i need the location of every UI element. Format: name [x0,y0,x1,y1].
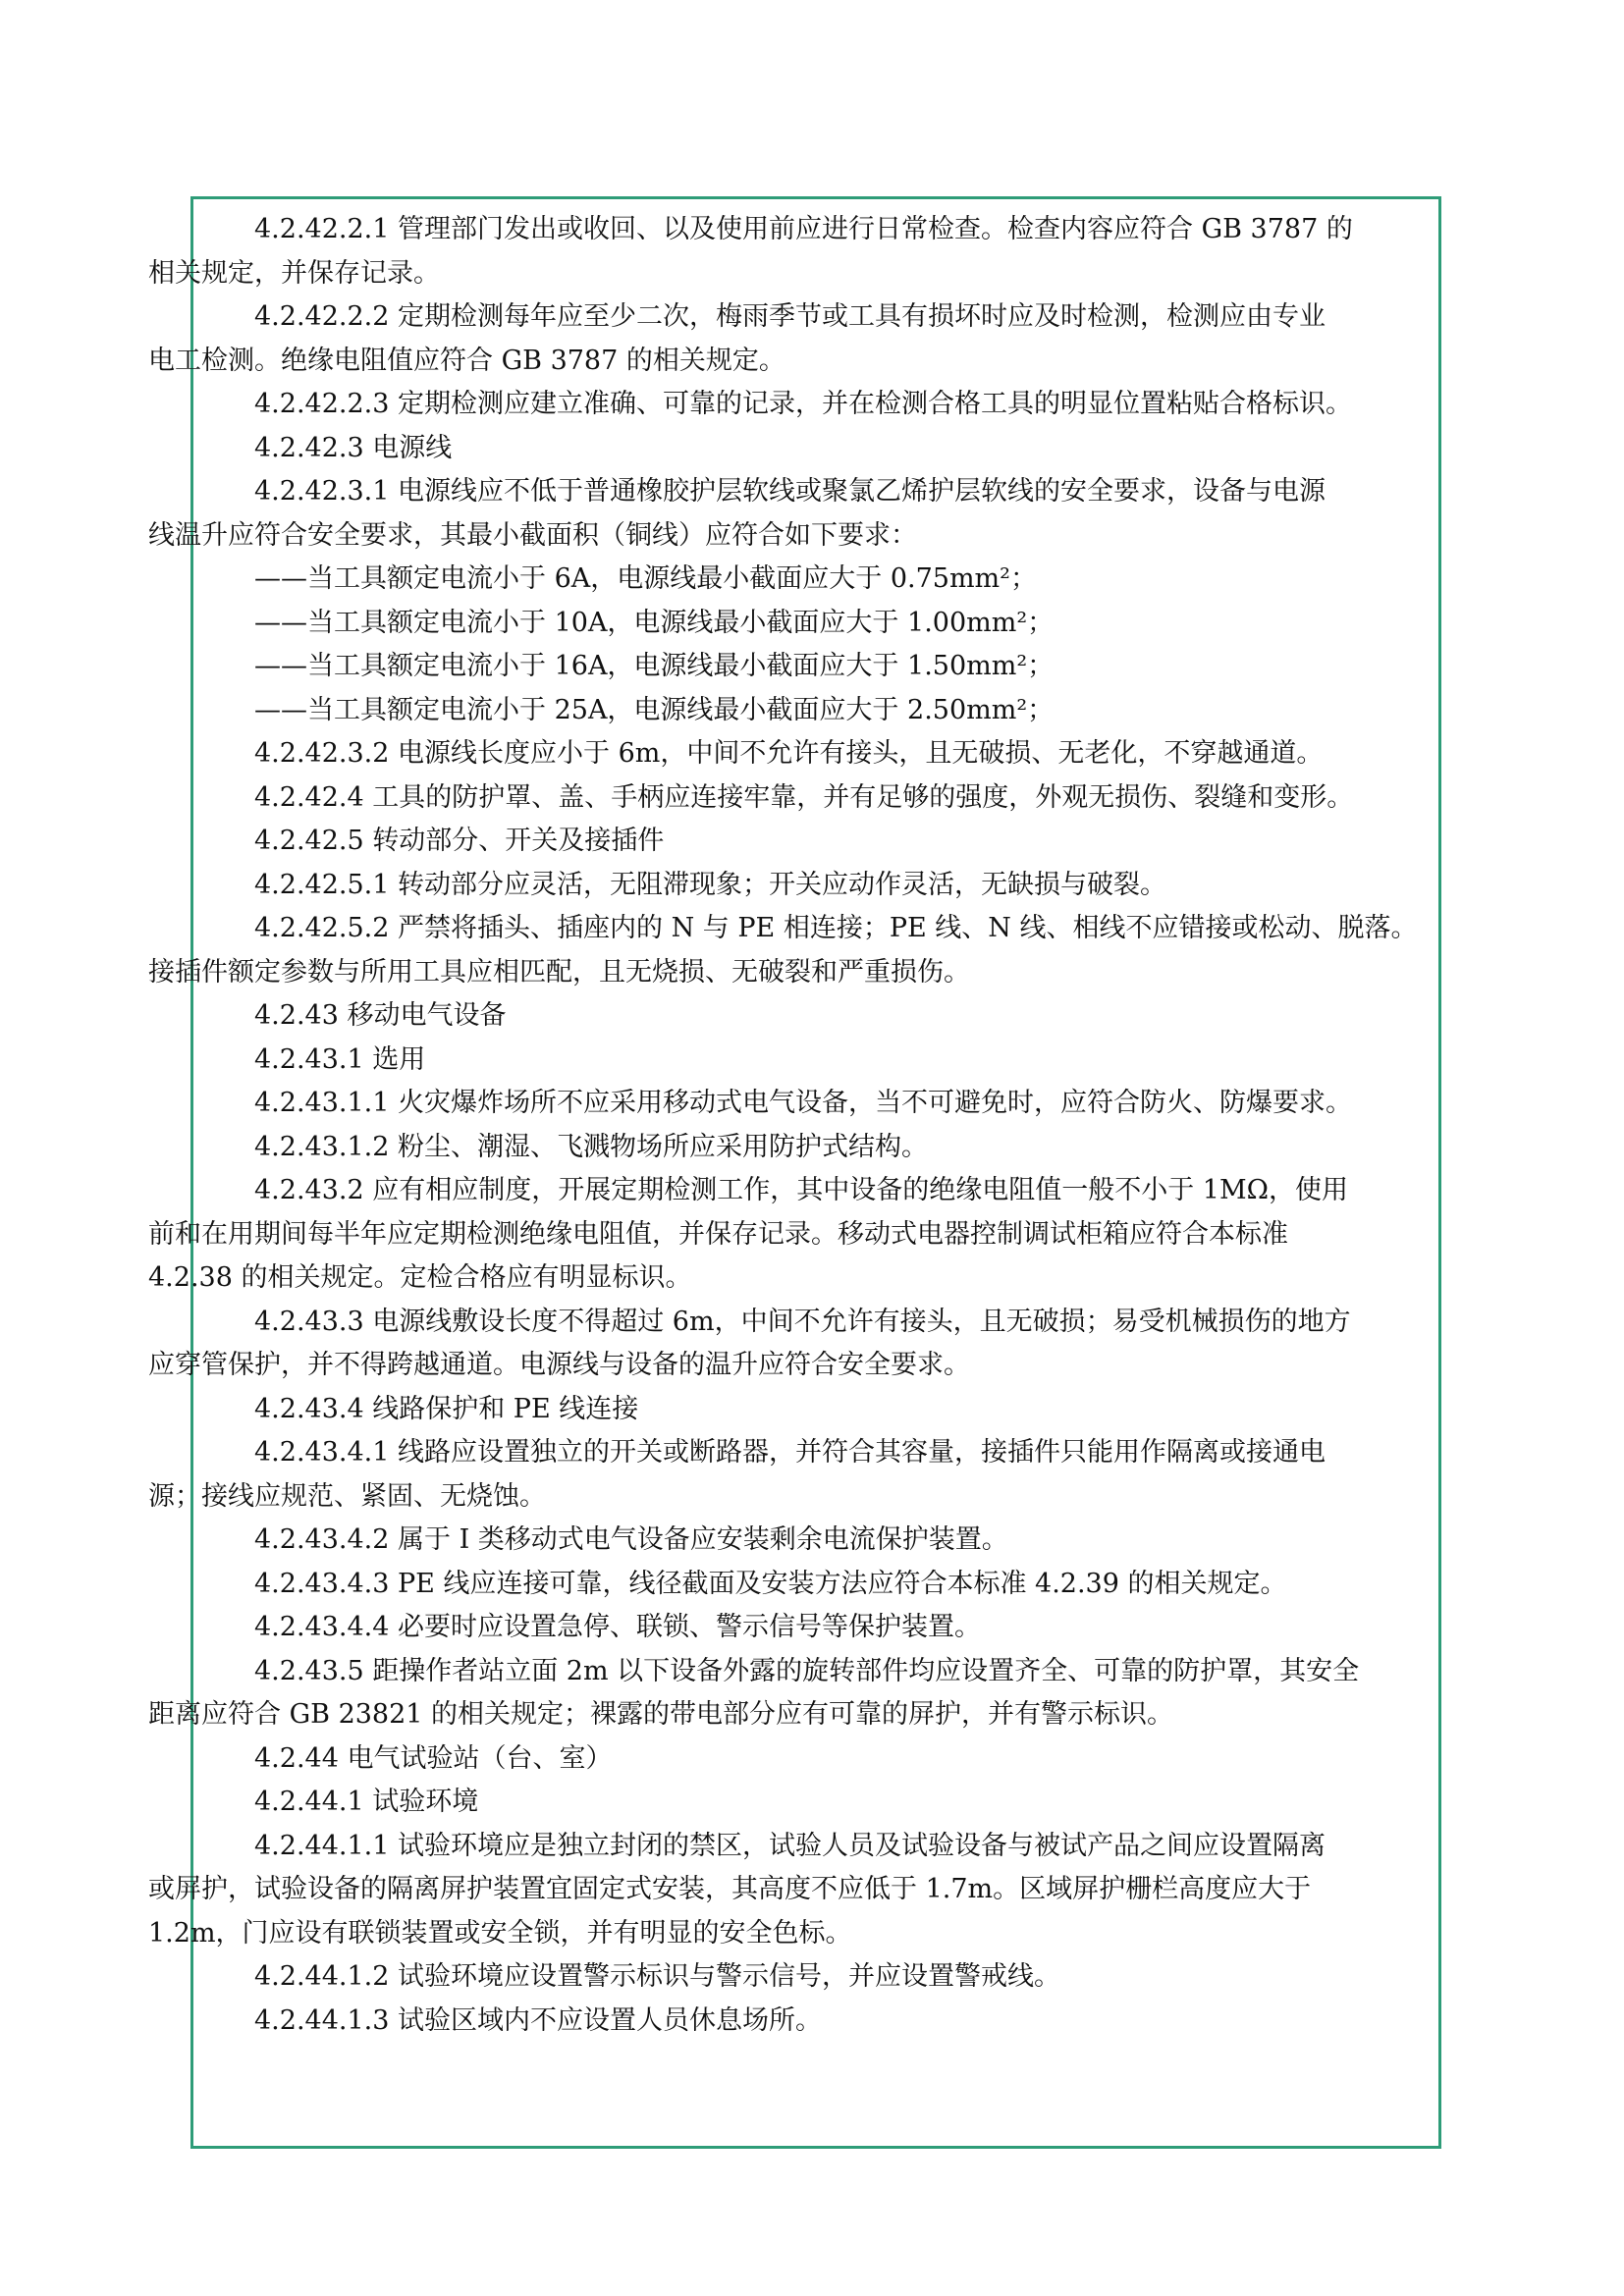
text-line: 4.2.44.1.3 试验区域内不应设置人员休息场所。 [254,2004,822,2036]
paragraph [201,558,1434,602]
text-line: 前和在用期间每半年应定期检测绝缘电阻值，并保存记录。移动式电器控制调试柜箱应符合本标准 [148,1218,1288,1250]
paragraph [201,864,1434,908]
text-line: 距离应符合 GB 23821 的相关规定；裸露的带电部分应有可靠的屏护，并有警示标识。 [148,1699,1174,1730]
text-line: 4.2.43.4.3 PE 线应连接可靠，线径截面及安装方法应符合本标准 4.2.39 的相关规定。 [254,1568,1287,1599]
text-line: 应穿管保护，并不得跨越通道。电源线与设备的温升应符合安全要求。 [148,1350,970,1380]
text-line: 4.2.43.1.1 火灾爆炸场所不应采用移动式电气设备，当不可避免时，应符合防火、防爆要求。 [254,1088,1352,1118]
text-line: 相关规定，并保存记录。 [148,257,440,289]
text-line: 4.2.42.3.1 电源线应不低于普通橡胶护层软线或聚氯乙烯护层软线的安全要求，设备与电源 [254,476,1326,507]
text-line: 源；接线应规范、紧固、无烧蚀。 [148,1480,546,1512]
text-line: 4.2.43.1.2 粉尘、潮湿、飞溅物场所应采用防护式结构。 [254,1131,928,1162]
text-line: 4.2.42.3.2 电源线长度应小于 6m，中间不允许有接头，且无破损、无老化，不穿越通道。 [254,738,1324,769]
text-line: 4.2.42.2.3 定期检测应建立准确、可靠的记录，并在检测合格工具的明显位置粘贴合格标识。 [254,389,1352,419]
text-line: 1.2m，门应设有联锁装置或安全锁，并有明显的安全色标。 [148,1917,852,1949]
paragraph [201,1737,1434,1782]
text-line: 4.2.44 电气试验站（台、室） [254,1742,613,1774]
text-line: ——当工具额定电流小于 25A，电源线最小截面应大于 2.50mm²； [254,694,1055,725]
paragraph [148,470,1434,558]
paragraph [148,1431,1434,1519]
paragraph [201,2000,1434,2044]
text-line: ——当工具额定电流小于 16A，电源线最小截面应大于 1.50mm²； [254,651,1055,681]
paragraph [201,776,1434,821]
paragraph [201,820,1434,864]
text-line: 接插件额定参数与所用工具应相匹配，且无烧损、无破裂和严重损伤。 [148,956,970,988]
text-line: 4.2.42.5.2 严禁将插头、插座内的 N 与 PE 相连接；PE 线、N 线、相线不应错接或松动、脱落。 [254,913,1418,943]
paragraph [201,1519,1434,1563]
text-line: ——当工具额定电流小于 10A，电源线最小截面应大于 1.00mm²； [254,607,1055,638]
paragraph [201,1126,1434,1170]
paragraph [201,732,1434,776]
paragraph [201,1039,1434,1083]
text-line: 4.2.44.1.2 试验环境应设置警示标识与警示信号，并应设置警戒线。 [254,1961,1060,1992]
text-line: 4.2.43.1 选用 [254,1043,426,1075]
text-line: 电工检测。绝缘电阻值应符合 GB 3787 的相关规定。 [148,345,785,376]
paragraph [201,1388,1434,1432]
paragraph [148,1650,1434,1737]
text-line: 4.2.42.5.1 转动部分应灵活，无阻滞现象；开关应动作灵活，无缺损与破裂。 [254,869,1166,900]
text-line: 4.2.42.2.2 定期检测每年应至少二次，梅雨季节或工具有损坏时应及时检测，检测应由专业 [254,301,1326,332]
paragraph [201,1955,1434,2000]
text-line: 4.2.43.3 电源线敷设长度不得超过 6m，中间不允许有接头，且无破损；易受机械损伤的地方 [254,1306,1351,1337]
paragraph [201,602,1434,646]
text-line: 线温升应符合安全要求，其最小截面积（铜线）应符合如下要求： [148,519,917,551]
paragraph [148,295,1434,383]
text-line: 4.2.42.2.1 管理部门发出或收回、以及使用前应进行日常检查。检查内容应符合 GB 3787 的 [254,214,1353,244]
text-line: 4.2.38 的相关规定。定检合格应有明显标识。 [148,1262,692,1293]
text-line: 4.2.44.1.1 试验环境应是独立封闭的禁区，试验人员及试验设备与被试产品之间应设置隔离 [254,1830,1326,1861]
text-line: 4.2.43.5 距操作者站立面 2m 以下设备外露的旋转部件均应设置齐全、可靠的防护罩，其安全 [254,1655,1360,1686]
paragraph [201,1082,1434,1126]
text-line: 4.2.43.4 线路保护和 PE 线连接 [254,1393,639,1424]
paragraph [148,1301,1434,1388]
text-line: 4.2.43.2 应有相应制度，开展定期检测工作，其中设备的绝缘电阻值一般不小于 1MΩ，使用 [254,1175,1349,1205]
paragraph [201,994,1434,1039]
text-line: 4.2.42.4 工具的防护罩、盖、手柄应连接牢靠，并有足够的强度，外观无损伤、裂缝和变形。 [254,781,1354,813]
text-line: 4.2.43.4.1 线路应设置独立的开关或断路器，并符合其容量，接插件只能用作隔离或接通电 [254,1437,1326,1468]
text-line: 或屏护，试验设备的隔离屏护装置宜固定式安装，其高度不应低于 1.7m。区域屏护栅栏高度应大于 [148,1874,1312,1904]
paragraph [201,383,1434,427]
document-body [148,208,1434,2043]
paragraph [201,1781,1434,1825]
paragraph [201,427,1434,471]
text-line: 4.2.42.5 转动部分、开关及接插件 [254,826,665,856]
text-line: 4.2.43.4.4 必要时应设置急停、联锁、警示信号等保护装置。 [254,1612,981,1642]
text-line: 4.2.42.3 电源线 [254,432,453,463]
paragraph [148,1169,1434,1301]
paragraph [148,1825,1434,1956]
paragraph [201,1606,1434,1650]
paragraph [148,208,1434,295]
paragraph [148,907,1434,994]
text-line: 4.2.43.4.2 属于 I 类移动式电气设备应安装剩余电流保护装置。 [254,1524,1008,1555]
paragraph [201,1563,1434,1607]
text-line: 4.2.43 移动电气设备 [254,1000,507,1031]
text-line: 4.2.44.1 试验环境 [254,1787,479,1817]
paragraph [201,689,1434,733]
text-line: ——当工具额定电流小于 6A，电源线最小截面应大于 0.75mm²； [254,563,1037,594]
paragraph [201,645,1434,689]
